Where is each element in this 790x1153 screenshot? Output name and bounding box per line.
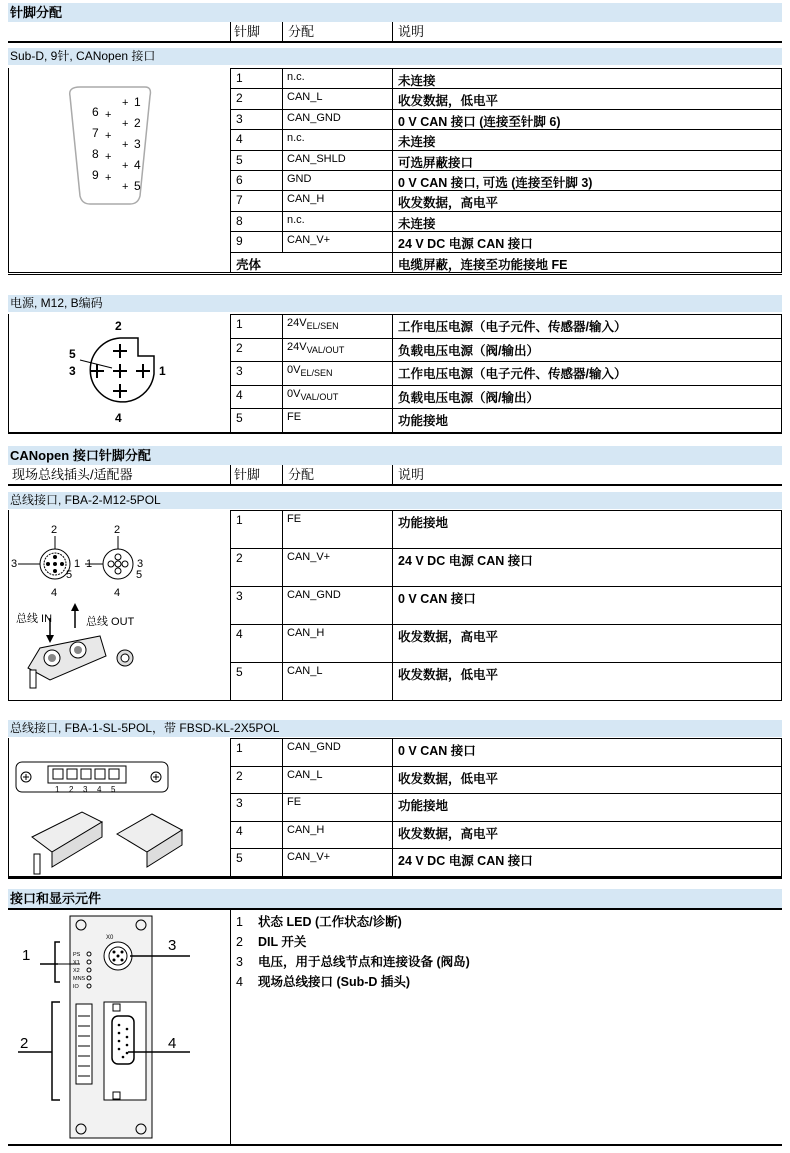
m12-row-pin: 4 [236, 627, 243, 641]
terminal-number: 5 [111, 785, 116, 794]
subd-row-description: 24 V DC 电源 CAN 接口 [398, 237, 533, 252]
led-label: MNS [73, 976, 86, 982]
section-title-pin-assignment: 针脚分配 [8, 3, 782, 22]
subd-row-assignment-value: CAN_SHLD [287, 152, 346, 165]
subd-pin-mark: + [105, 109, 112, 121]
table-rule [230, 766, 782, 767]
subd-row-assignment [287, 71, 305, 83]
power-pin-label: 5 [69, 347, 76, 361]
terminal-number: 2 [69, 785, 74, 794]
power-row-assignment-subscript: VAL/OUT [306, 344, 345, 355]
terminal-number: 4 [97, 785, 102, 794]
subd-row-assignment [287, 173, 311, 185]
table-header [8, 22, 782, 41]
sl-row-assignment [287, 824, 324, 836]
m12-pin-label: 3 [11, 558, 18, 570]
subd-row-assignment-value: CAN_V+ [287, 234, 331, 247]
table-rule [230, 150, 782, 151]
m12-pin-label: 4 [51, 587, 58, 599]
power-pin-label: 2 [115, 319, 122, 333]
m12-row-description: 收发数据，低电平 [398, 668, 499, 682]
subd-row-assignment [287, 132, 305, 144]
table-rule [230, 624, 782, 625]
m12-bus-title: 总线接口, FBA-2-M12-5POL [8, 492, 782, 509]
m12-row-description: 功能接地 [398, 516, 449, 530]
m12-row-description: 收发数据，高电平 [398, 630, 499, 644]
power-row-assignment [287, 388, 338, 402]
table-rule [230, 314, 231, 432]
power-row-assignment [287, 317, 339, 331]
sl-row-description: 功能接地 [398, 799, 449, 814]
subd-row-pin: 1 [236, 71, 243, 85]
sl-terminal-drawing [12, 742, 227, 877]
legend-number: 4 [236, 975, 243, 989]
device-drawing [10, 912, 225, 1142]
legend-item [236, 952, 470, 970]
power-row-pin: 4 [236, 387, 243, 402]
m12-pin-label: 2 [51, 524, 58, 536]
led-indicator [87, 960, 91, 964]
power-row-pin: 2 [236, 340, 243, 355]
sl-row-assignment [287, 741, 341, 753]
table-rule [282, 738, 283, 876]
m12-pin-label: 2 [114, 524, 121, 536]
sl-row-assignment-value: CAN_GND [287, 741, 341, 753]
subd-row-description: 0 V CAN 接口 (连接至针脚 6) [398, 114, 561, 129]
terminal-slot [67, 769, 77, 779]
sl-row-description: 24 V DC 电源 CAN 接口 [398, 854, 533, 869]
m12-bus-connector-drawing [10, 518, 225, 698]
table-rule [230, 662, 782, 663]
legend-item [236, 932, 306, 950]
sl-row-pin: 1 [236, 741, 243, 755]
sl-row-pin: 2 [236, 768, 243, 783]
table-rule [230, 109, 782, 110]
subd-connector-drawing [60, 84, 170, 209]
subd-pin-label: 5 [134, 179, 141, 193]
table-rule [230, 510, 782, 511]
housing-description: 电缆屏蔽，连接至功能接地 FE [398, 257, 568, 272]
power-row-assignment-subscript: EL/SEN [306, 321, 339, 331]
header-pin: 针脚 [234, 24, 261, 39]
table-rule [230, 314, 782, 315]
subd-row-assignment-value: n.c. [287, 213, 305, 226]
m12-row-assignment-value: CAN_H [287, 627, 325, 639]
subd-pin-mark: + [122, 139, 129, 151]
subd-pin-label: 2 [134, 116, 141, 130]
legend-text: 现场总线接口 (Sub-D 插头) [258, 975, 411, 989]
sl-row-description: 收发数据，低电平 [398, 771, 499, 786]
callout-1: 1 [22, 947, 31, 964]
m12-row-description: 0 V CAN 接口 [398, 592, 476, 606]
subd-row-pin: 6 [236, 173, 243, 187]
power-row-assignment-value: 0V [287, 364, 301, 377]
power-row-pin: 3 [236, 364, 243, 379]
subd-row-pin: 2 [236, 91, 243, 106]
subd-row-assignment-value: CAN_H [287, 193, 325, 206]
subd-row-description: 未连接 [398, 74, 436, 88]
m12-row-pin: 1 [236, 513, 243, 527]
table-rule [230, 738, 782, 739]
sl-row-assignment [287, 851, 330, 863]
power-row-description: 功能接地 [398, 414, 449, 429]
m12-row-description: 24 V DC 电源 CAN 接口 [398, 554, 533, 568]
legend-text: DIL 开关 [258, 935, 307, 949]
table-rule [8, 510, 9, 700]
sl-row-assignment [287, 796, 301, 808]
table-rule [230, 548, 782, 549]
callout-4: 4 [168, 1035, 177, 1052]
subd-pin-label: 7 [92, 126, 99, 140]
sl-row-assignment-value: CAN_H [287, 823, 325, 836]
sl-row-pin: 3 [236, 796, 243, 811]
led-indicator [87, 976, 91, 980]
led-indicator [87, 952, 91, 956]
table-rule [8, 68, 9, 272]
table-rule [230, 129, 782, 130]
subd-row-pin: 3 [236, 111, 243, 126]
led-label: X2 [73, 968, 80, 974]
table-rule [230, 190, 782, 191]
m12-pin-label: 1 [86, 558, 93, 570]
header-connector: 现场总线插头/适配器 [12, 467, 133, 482]
table-rule [230, 408, 782, 409]
subd-row-assignment-value: n.c. [287, 132, 305, 145]
power-row-assignment [287, 341, 344, 355]
table-rule [230, 88, 782, 89]
legend-number: 3 [236, 955, 243, 969]
power-row-pin: 5 [236, 411, 243, 426]
m12-row-assignment [287, 513, 301, 525]
legend-text: 电压，用于总线节点和连接设备 (阀岛) [258, 955, 470, 969]
power-row-assignment [287, 411, 301, 423]
subd-row-pin: 9 [236, 234, 243, 249]
legend-number: 2 [236, 935, 243, 949]
table-rule [392, 314, 393, 432]
subd-pin-label: 8 [92, 147, 99, 161]
subd-row-pin: 7 [236, 193, 243, 208]
table-rule [781, 738, 782, 876]
subd-row-assignment-value: n.c. [287, 71, 305, 83]
m12-row-pin: 3 [236, 589, 243, 603]
power-row-assignment [287, 364, 332, 378]
m12-row-assignment-value: CAN_GND [287, 589, 341, 601]
m12-row-assignment-value: FE [287, 513, 302, 525]
m12-pin-label: 4 [114, 587, 121, 599]
table-rule [8, 314, 9, 432]
subd-pin-mark: + [105, 130, 112, 142]
callout-2: 2 [20, 1035, 29, 1052]
power-row-assignment-value: 24V [287, 340, 307, 353]
subd-row-assignment-value: CAN_GND [287, 111, 341, 124]
subd-row-description: 未连接 [398, 216, 436, 231]
subd-row-assignment-value: CAN_L [287, 91, 323, 104]
subd-pin-mark: + [122, 181, 129, 193]
m12-row-assignment [287, 665, 322, 677]
subd-pin-mark: + [122, 97, 129, 109]
power-pin-label: 3 [69, 364, 76, 378]
table-rule [282, 68, 283, 252]
table-rule [230, 848, 782, 849]
power-row-description: 负载电压电源（阀/输出） [398, 390, 539, 405]
power-pin-label: 4 [115, 411, 122, 425]
sl-bus-title: 总线接口, FBA-1-SL-5POL，带 FBSD-KL-2X5POL [8, 720, 782, 737]
table-header-2 [8, 465, 782, 484]
subd-pin-mark: + [122, 118, 129, 130]
legend-number: 1 [236, 915, 243, 929]
subd-row-assignment [287, 153, 346, 165]
subd-row-assignment [287, 193, 324, 205]
subd-pin-label: 3 [134, 137, 141, 151]
subd-pin-label: 9 [92, 168, 99, 182]
sl-row-assignment-value: CAN_V+ [287, 851, 331, 864]
led-label: IO [73, 984, 79, 990]
subd-row-description: 未连接 [398, 135, 436, 150]
power-row-assignment-value: 0V [287, 387, 301, 400]
table-rule [392, 738, 393, 876]
table-rule [282, 510, 283, 700]
terminal-slot [53, 769, 63, 779]
m12-pin-label: 5 [66, 569, 73, 581]
subd-row-description: 可选屏蔽接口 [398, 155, 474, 170]
m12-power-connector-drawing [62, 316, 172, 428]
table-rule [230, 252, 782, 253]
subd-pin-mark: + [122, 160, 129, 172]
sl-row-description: 0 V CAN 接口 [398, 744, 476, 758]
table-rule [230, 738, 231, 876]
section-title-canopen: CANopen 接口针脚分配 [8, 446, 782, 465]
power-row-pin: 1 [236, 317, 243, 331]
sl-row-pin: 4 [236, 823, 243, 838]
subd-row-pin: 5 [236, 152, 243, 167]
sl-row-assignment-value: CAN_L [287, 768, 323, 781]
m12-row-assignment [287, 627, 324, 639]
terminal-number: 3 [83, 785, 88, 794]
table-rule [781, 510, 782, 700]
callout-3: 3 [168, 937, 177, 954]
table-rule [230, 338, 782, 339]
m12-row-assignment-value: CAN_V+ [287, 551, 331, 563]
subd-row-assignment [287, 112, 341, 124]
subd-row-description: 收发数据，低电平 [398, 94, 499, 109]
subd-pin-mark: + [105, 172, 112, 184]
led-indicator [87, 968, 91, 972]
table-rule [282, 314, 283, 432]
subd-row-pin: 4 [236, 132, 243, 147]
legend-item [236, 912, 402, 930]
sl-row-assignment [287, 769, 322, 781]
legend-item [236, 972, 410, 990]
power-row-assignment-subscript: VAL/OUT [300, 391, 339, 402]
subd-row-assignment-value: GND [287, 173, 312, 185]
terminal-slot [81, 769, 91, 779]
subd-pin-label: 1 [134, 95, 141, 109]
m12-pin-label: 3 [137, 558, 144, 570]
led-indicator [87, 984, 91, 988]
m12-row-assignment [287, 589, 341, 601]
header-description: 说明 [398, 467, 425, 482]
housing-label: 壳体 [236, 257, 262, 272]
header-assignment: 分配 [288, 467, 315, 482]
led-label: X1 [73, 960, 80, 966]
subd-row-assignment [287, 214, 305, 226]
header-pin: 针脚 [234, 467, 261, 482]
table-rule [230, 361, 782, 362]
power-row-description: 工作电压电源（电子元件、传感器/输入） [398, 320, 627, 334]
m12-row-pin: 2 [236, 551, 243, 565]
table-rule [781, 314, 782, 432]
m12-row-assignment-value: CAN_L [287, 665, 323, 677]
m12-pin-label: 1 [74, 558, 81, 570]
led-label: PS [73, 952, 81, 958]
power-row-assignment-value: 24V [287, 317, 307, 329]
subd-row-pin: 8 [236, 213, 243, 228]
power-title: 电源, M12, B编码 [8, 295, 782, 312]
sl-row-pin: 5 [236, 851, 243, 866]
subd-pin-label: 4 [134, 158, 141, 172]
table-rule [230, 385, 782, 386]
sl-row-description: 收发数据，高电平 [398, 826, 499, 841]
subd-row-assignment [287, 234, 330, 246]
power-row-assignment-value: FE [287, 411, 302, 424]
terminal-slot [109, 769, 119, 779]
subd-pin-label: 6 [92, 105, 99, 119]
power-row-assignment-subscript: EL/SEN [300, 368, 333, 379]
bus-out-label: 总线 OUT [86, 616, 135, 628]
power-row-description: 负载电压电源（阀/输出） [398, 343, 539, 358]
subd-row-description: 0 V CAN 接口, 可选 (连接至针脚 3) [398, 176, 593, 190]
table-rule [230, 170, 782, 171]
table-rule [392, 510, 393, 700]
terminal-slot [95, 769, 105, 779]
power-row-description: 工作电压电源（电子元件、传感器/输入） [398, 367, 627, 382]
device-port-mark: X0 [106, 935, 114, 941]
table-rule [8, 738, 9, 876]
table-rule [230, 510, 231, 700]
m12-row-pin: 5 [236, 665, 243, 679]
table-rule [230, 68, 782, 69]
table-rule [230, 586, 782, 587]
table-rule [230, 231, 782, 232]
table-rule [230, 211, 782, 212]
section-title-interfaces: 接口和显示元件 [8, 889, 782, 908]
m12-pin-label: 5 [136, 569, 143, 581]
subd-pin-mark: + [105, 151, 112, 163]
bus-in-label: 总线 IN [16, 613, 53, 625]
terminal-number: 1 [55, 785, 60, 794]
subd-title: Sub-D, 9针, CANopen 接口 [8, 48, 782, 65]
header-assignment: 分配 [288, 24, 315, 39]
header-description: 说明 [398, 24, 425, 39]
table-rule [230, 793, 782, 794]
power-pin-label: 1 [159, 364, 166, 378]
table-rule [230, 821, 782, 822]
subd-row-description: 收发数据，高电平 [398, 196, 499, 211]
subd-row-assignment [287, 91, 322, 103]
m12-row-assignment [287, 551, 330, 563]
legend-text: 状态 LED (工作状态/诊断) [258, 915, 402, 929]
table-rule [8, 272, 782, 273]
sl-row-assignment-value: FE [287, 796, 302, 809]
